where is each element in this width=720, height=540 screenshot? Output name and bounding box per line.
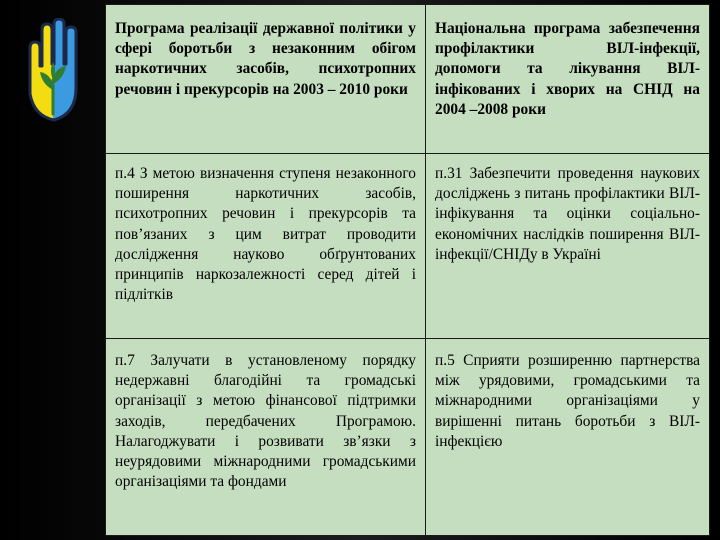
table-cell: п.4 З метою визначення ступеня незаконного поширення наркотичних засобів, психотропних речовин і прекурсорів та пов’язаних з цим витрат проводити дослідження науково обґрунтованих принципів наркозалежності серед дітей і підлітків bbox=[106, 154, 426, 339]
table-cell: п.31 Забезпечити проведення наукових досліджень з питань профілактики ВІЛ-інфікування та оцінки соціально-економічних наслідків поширення ВІЛ-інфекції/СНІДу в Україні bbox=[426, 154, 710, 339]
comparison-table bbox=[105, 4, 710, 536]
table-cell: п.7 Залучати в установленому порядку недержавні благодійні та громадські організації з метою фінансової підтримки заходів, передбачених Програмою. Налагоджувати і розвивати зв’язки з неурядовими міжнародними громадськими організаціями та фондами bbox=[106, 339, 426, 536]
header-cell-hiv-program: Національна програма забезпечення профілактики ВІЛ-інфекції, допомоги та лікування ВІЛ-інфікованих і хворих на СНІД на 2004 –2008 роки bbox=[426, 5, 710, 154]
table-row bbox=[106, 154, 710, 339]
header-cell-drug-program: Програма реалізації державної політики у сфері боротьби з незаконним обігом наркотичних засобів, психотропних речовин і прекурсорів на 2003 – 2010 роки bbox=[106, 5, 426, 154]
table-cell: п.5 Сприяти розширенню партнерства між урядовими, громадськими та міжнародними організаціями у вирішенні питань боротьби з ВІЛ-інфекцією bbox=[426, 339, 710, 536]
hand-with-sprout-icon bbox=[20, 18, 84, 128]
table-row bbox=[106, 339, 710, 536]
table-header-row bbox=[106, 5, 710, 154]
